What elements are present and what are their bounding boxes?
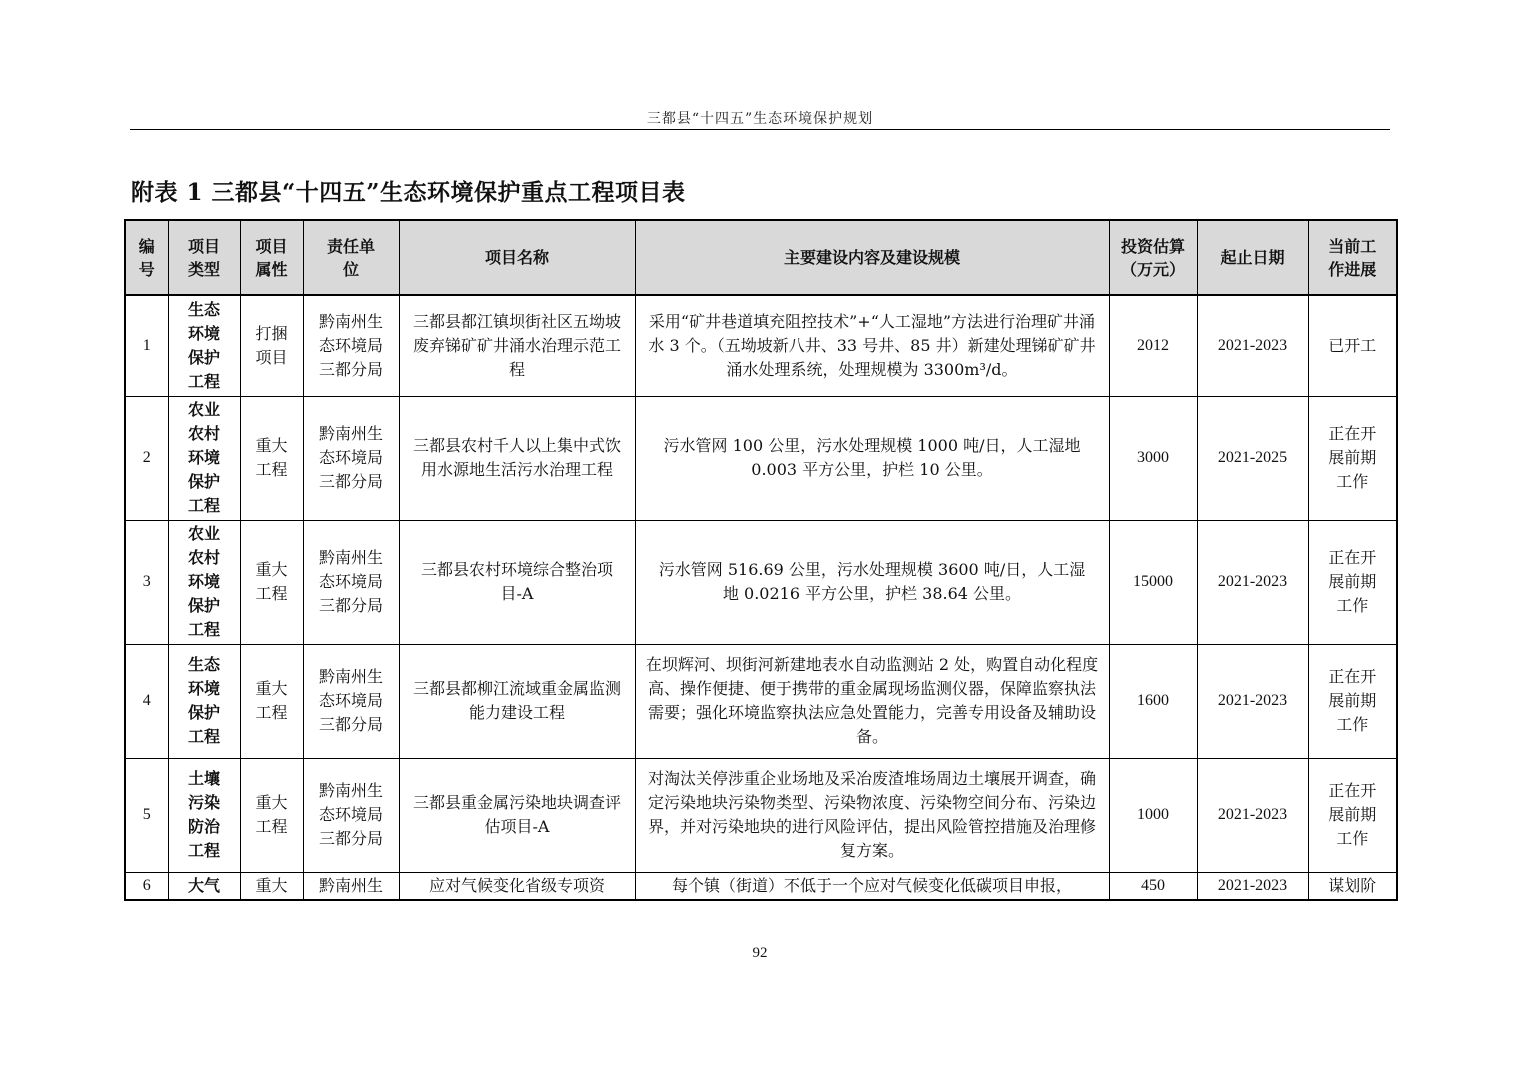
row-type: 土壤污染防治工程 [168,758,240,872]
row-invest: 2012 [1109,295,1197,396]
row-name: 三都县农村千人以上集中式饮用水源地生活污水治理工程 [399,396,635,520]
row-type: 生态环境保护工程 [168,644,240,758]
row-no: 6 [125,872,168,900]
row-progress: 已开工 [1308,295,1397,396]
row-dates: 2021-2023 [1197,758,1308,872]
row-name: 三都县重金属污染地块调查评估项目-A [399,758,635,872]
row-name: 三都县都江镇坝街社区五坳坡废弃锑矿矿井涌水治理示范工程 [399,295,635,396]
row-attr: 重大工程 [240,520,303,644]
row-invest: 3000 [1109,396,1197,520]
col-header-no: 编号 [125,220,168,295]
row-attr: 打捆项目 [240,295,303,396]
col-header-dates: 起止日期 [1197,220,1308,295]
row-content: 采用“矿井巷道填充阻控技术”+“人工湿地”方法进行治理矿井涌水 3 个。（五坳坡新八井、33 号井、85 井）新建处理锑矿矿井涌水处理系统，处理规模为 3300m³/d。 [635,295,1109,396]
row-no: 4 [125,644,168,758]
table-row [125,644,1397,758]
row-unit: 黔南州生态环境局三都分局 [303,396,399,520]
col-header-unit: 责任单位 [303,220,399,295]
row-invest: 15000 [1109,520,1197,644]
row-no: 3 [125,520,168,644]
table-row [125,396,1397,520]
header-rule [130,129,1390,130]
table-row [125,295,1397,396]
col-header-type: 项目类型 [168,220,240,295]
row-content: 对淘汰关停涉重企业场地及采冶废渣堆场周边土壤展开调查，确定污染地块污染物类型、污染物浓度、污染物空间分布、污染边界，并对污染地块的进行风险评估，提出风险管控措施及治理修复方案。 [635,758,1109,872]
row-name: 三都县农村环境综合整治项目-A [399,520,635,644]
row-name: 三都县都柳江流域重金属监测能力建设工程 [399,644,635,758]
table-title: 附表 1 三都县“十四五”生态环境保护重点工程项目表 [131,179,686,206]
row-progress: 正在开展前期工作 [1308,520,1397,644]
row-invest: 1000 [1109,758,1197,872]
row-content: 在坝辉河、坝街河新建地表水自动监测站 2 处，购置自动化程度高、操作便捷、便于携带的重金属现场监测仪器，保障监察执法需要；强化环境监察执法应急处置能力，完善专用设备及辅助设备。 [635,644,1109,758]
row-attr: 重大 [240,872,303,900]
row-no: 5 [125,758,168,872]
row-name: 应对气候变化省级专项资 [399,872,635,900]
table-row [125,872,1397,900]
row-content: 污水管网 516.69 公里，污水处理规模 3600 吨/日，人工湿地 0.0216 平方公里，护栏 38.64 公里。 [635,520,1109,644]
row-dates: 2021-2023 [1197,872,1308,900]
row-type: 农业农村环境保护工程 [168,396,240,520]
row-content: 每个镇（街道）不低于一个应对气候变化低碳项目申报， [635,872,1109,900]
row-invest: 1600 [1109,644,1197,758]
col-header-name: 项目名称 [399,220,635,295]
row-type: 农业农村环境保护工程 [168,520,240,644]
project-table [124,219,1398,901]
row-dates: 2021-2023 [1197,295,1308,396]
row-invest: 450 [1109,872,1197,900]
row-attr: 重大工程 [240,644,303,758]
row-attr: 重大工程 [240,396,303,520]
row-content: 污水管网 100 公里，污水处理规模 1000 吨/日，人工湿地 0.003 平方公里，护栏 10 公里。 [635,396,1109,520]
col-header-content: 主要建设内容及建设规模 [635,220,1109,295]
col-header-progress: 当前工作进展 [1308,220,1397,295]
row-progress: 谋划阶 [1308,872,1397,900]
col-header-invest: 投资估算（万元） [1109,220,1197,295]
page-number: 92 [752,945,768,961]
row-unit: 黔南州生 [303,872,399,900]
table-row [125,758,1397,872]
row-no: 1 [125,295,168,396]
row-dates: 2021-2023 [1197,520,1308,644]
row-unit: 黔南州生态环境局三都分局 [303,758,399,872]
row-no: 2 [125,396,168,520]
row-progress: 正在开展前期工作 [1308,644,1397,758]
row-attr: 重大工程 [240,758,303,872]
table-row [125,520,1397,644]
row-unit: 黔南州生态环境局三都分局 [303,295,399,396]
row-type: 生态环境保护工程 [168,295,240,396]
row-unit: 黔南州生态环境局三都分局 [303,644,399,758]
row-type: 大气 [168,872,240,900]
col-header-attr: 项目属性 [240,220,303,295]
row-dates: 2021-2023 [1197,644,1308,758]
row-dates: 2021-2025 [1197,396,1308,520]
row-progress: 正在开展前期工作 [1308,758,1397,872]
row-unit: 黔南州生态环境局三都分局 [303,520,399,644]
row-progress: 正在开展前期工作 [1308,396,1397,520]
running-header: 三都县“十四五”生态环境保护规划 [646,111,874,127]
table-header-row [125,220,1397,295]
